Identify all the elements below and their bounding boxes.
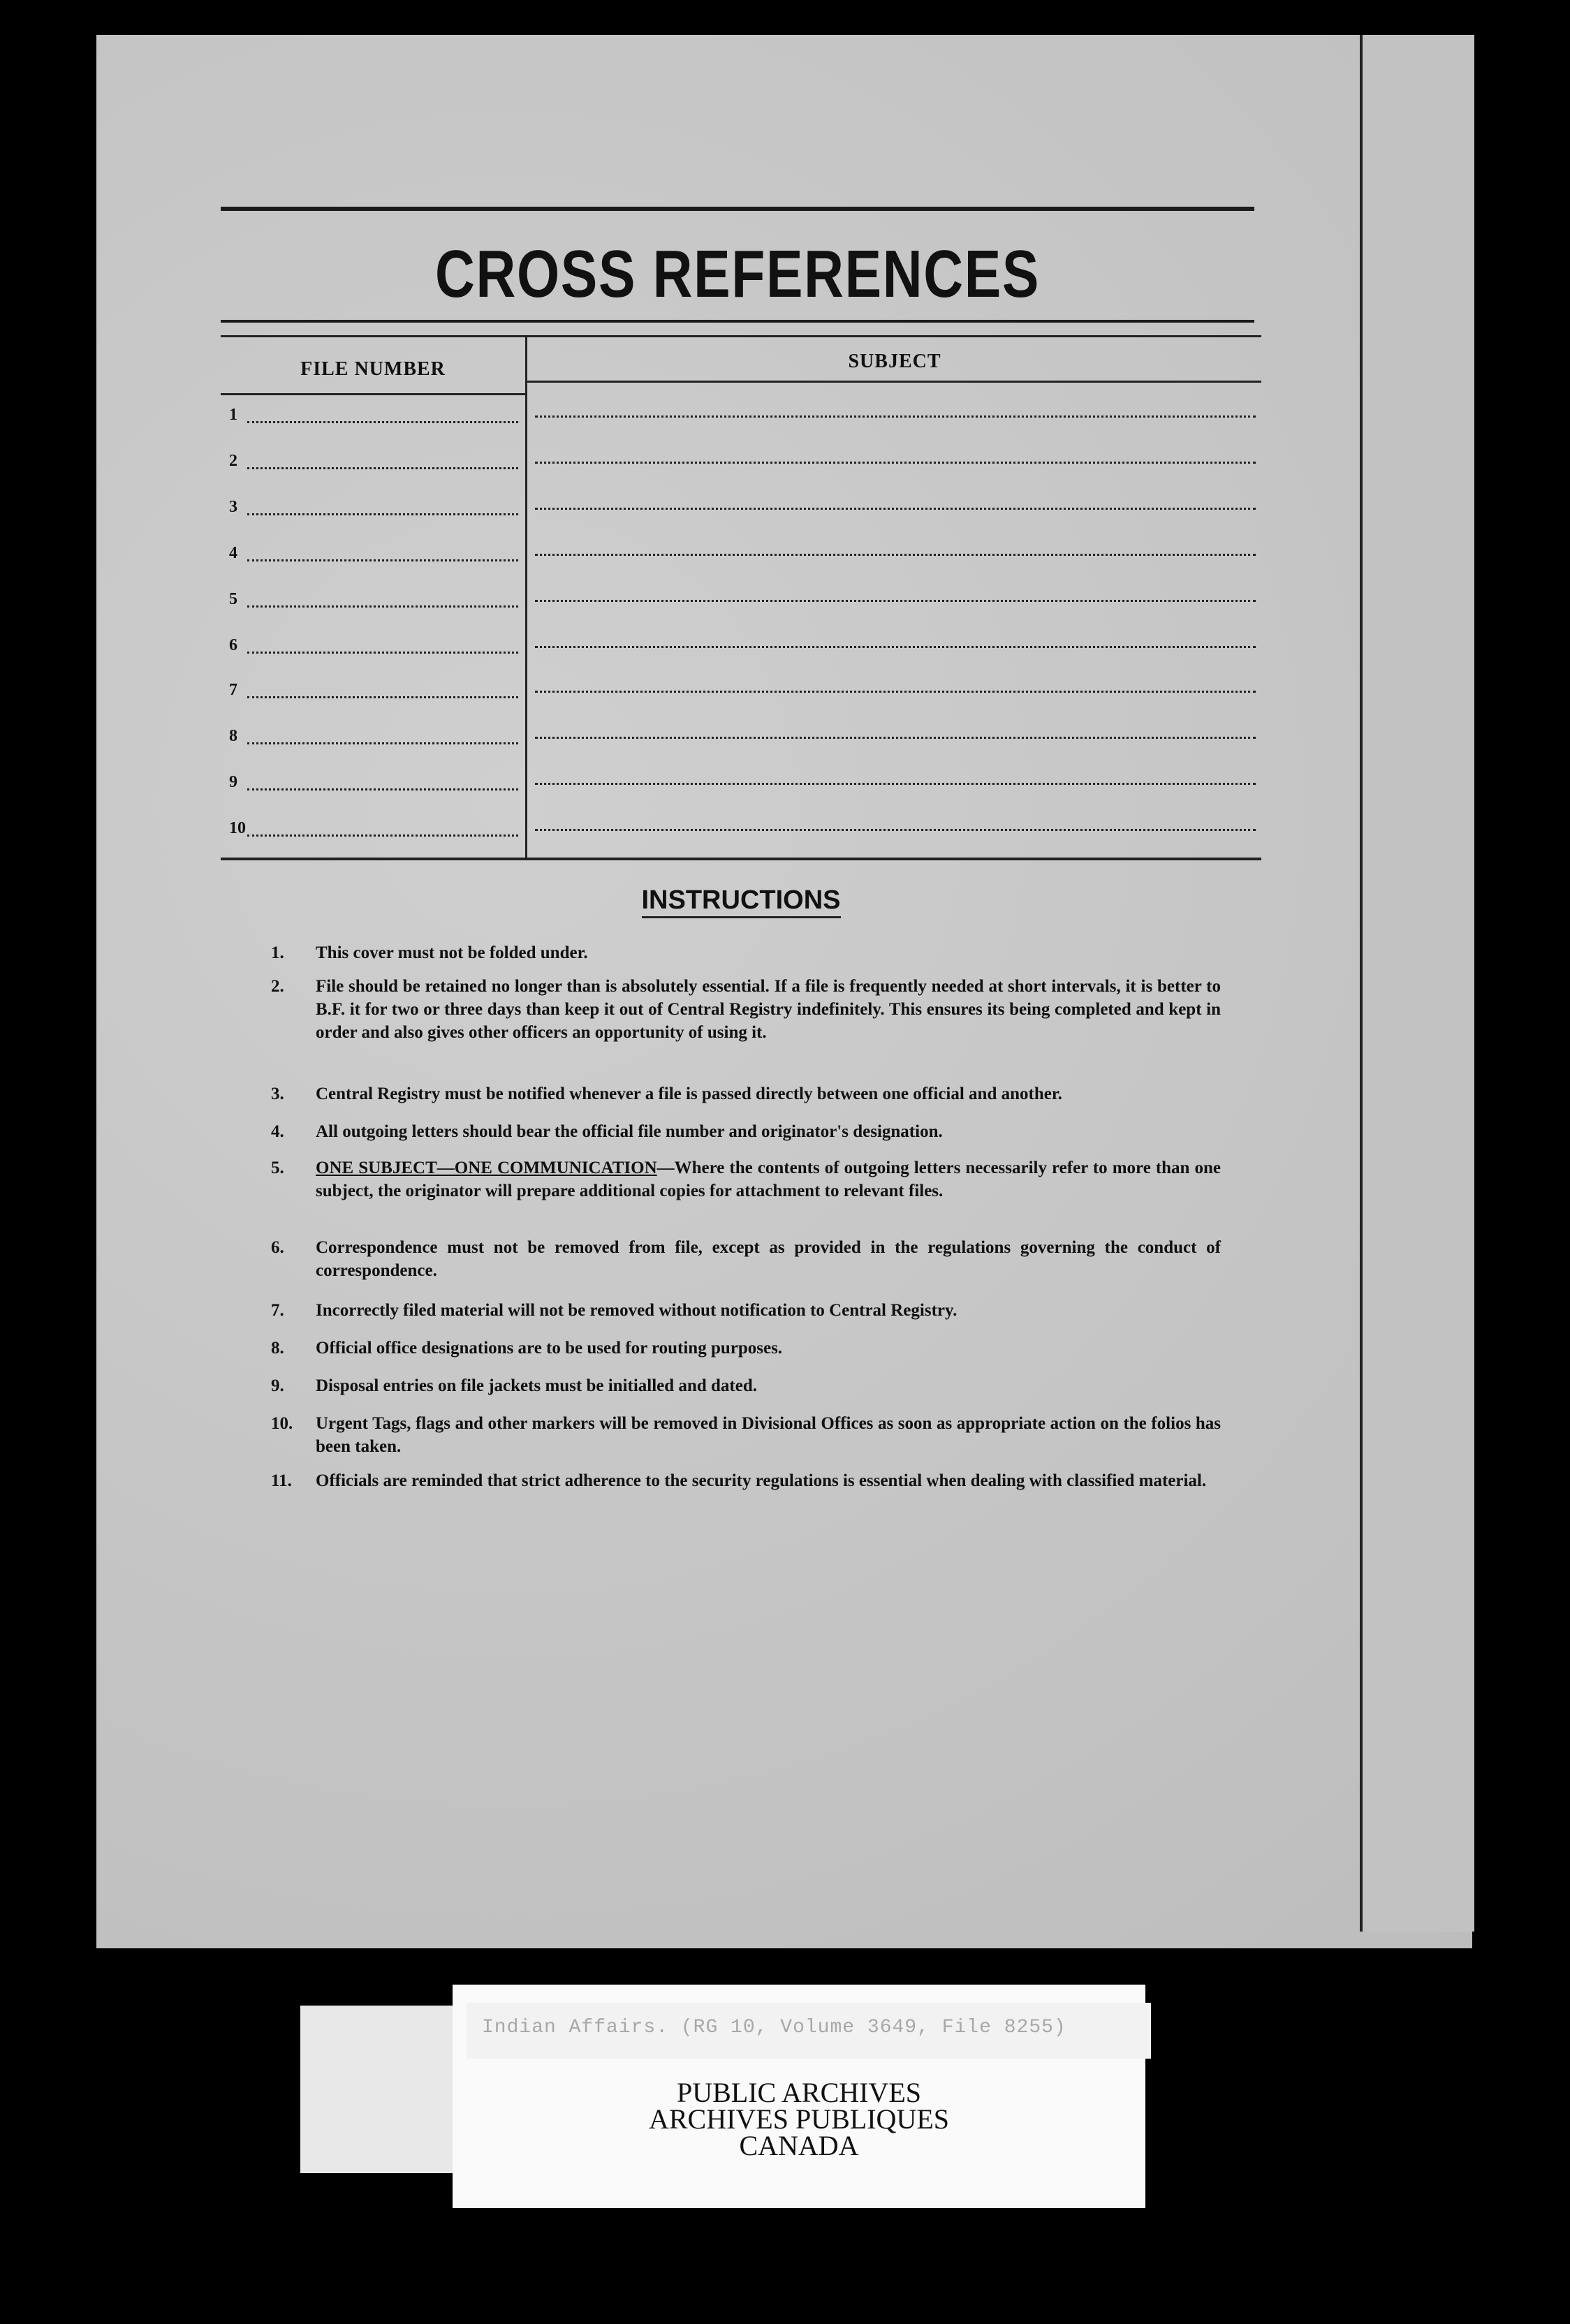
instruction-number: 5. xyxy=(271,1159,284,1177)
instruction-number: 11. xyxy=(271,1471,292,1490)
row-number: 5 xyxy=(229,590,237,608)
instructions-heading: INSTRUCTIONS xyxy=(221,885,1261,915)
file-number-line xyxy=(247,559,518,561)
table-row xyxy=(221,399,1261,427)
instruction-text: Central Registry must be notified whenever a file is passed directly between one official and another. xyxy=(316,1084,1062,1103)
file-number-line xyxy=(247,696,518,698)
instruction-number: 4. xyxy=(271,1122,284,1141)
row-number: 9 xyxy=(229,773,237,791)
row-number: 1 xyxy=(229,406,237,424)
sheet-edge-band xyxy=(1360,35,1474,1932)
instruction-text: Disposal entries on file jackets must be initialled and dated. xyxy=(316,1376,757,1395)
one-subject-emphasis: ONE SUBJECT—ONE COMMUNICATION xyxy=(316,1159,657,1177)
instruction-number: 2. xyxy=(271,977,284,996)
instruction-text: This cover must not be folded under. xyxy=(316,943,588,962)
subject-line xyxy=(535,462,1256,464)
subject-line xyxy=(535,737,1256,739)
instruction-number: 8. xyxy=(271,1339,284,1358)
subject-line xyxy=(535,783,1256,785)
file-number-line xyxy=(247,788,518,790)
table-row xyxy=(221,584,1261,612)
instruction-number: 10. xyxy=(271,1414,293,1433)
row-number: 8 xyxy=(229,727,237,745)
row-number: 7 xyxy=(229,681,237,699)
instruction-text: Officials are reminded that strict adherence to the security regulations is essential when dealing with classified material. xyxy=(316,1471,1207,1490)
archive-line-2: ARCHIVES PUBLIQUES xyxy=(648,2103,950,2135)
table-row xyxy=(221,813,1261,841)
table-row xyxy=(221,675,1261,703)
instruction-text xyxy=(316,1156,1221,1203)
archive-line-3: CANADA xyxy=(739,2130,859,2161)
subject-line xyxy=(535,829,1256,831)
table-row xyxy=(221,492,1261,520)
subject-line xyxy=(535,554,1256,556)
row-number: 2 xyxy=(229,452,237,470)
file-number-line xyxy=(247,513,518,515)
instruction-text-rest: —Where the contents of outgoing letters necessarily refer to more than one subject, the originator will prepare additional copies for attachment to relevant files. xyxy=(316,1159,1221,1200)
title-rule-top xyxy=(221,207,1254,211)
table-row xyxy=(221,721,1261,749)
file-number-line xyxy=(247,467,518,469)
file-number-line xyxy=(247,834,518,837)
subject-line xyxy=(535,600,1256,602)
form-title: CROSS REFERENCES xyxy=(434,237,1041,311)
file-number-line xyxy=(247,605,518,608)
instruction-number: 6. xyxy=(271,1238,284,1257)
table-row xyxy=(221,767,1261,795)
instruction-number: 9. xyxy=(271,1376,284,1395)
subject-header-rule xyxy=(527,381,1261,383)
instruction-text: Official office designations are to be used for routing purposes. xyxy=(316,1339,783,1358)
instruction-text: File should be retained no longer than is absolutely essential. If a file is frequently needed at short intervals, it is better to B.F. it for two or three days than keep it out of Central Registry indefinitely. This ensures its being completed and kept in order and also gives other officers an opportunity of using it. xyxy=(316,977,1221,1042)
row-number: 10 xyxy=(229,819,246,837)
table-row xyxy=(221,630,1261,658)
file-number-header: FILE NUMBER xyxy=(300,358,446,380)
table-bottom-rule xyxy=(221,858,1261,860)
file-number-line xyxy=(247,742,518,744)
row-number: 4 xyxy=(229,544,237,562)
instruction-text: Correspondence must not be removed from file, except as provided in the regulations governing the conduct of correspondence. xyxy=(316,1238,1221,1280)
instruction-number: 7. xyxy=(271,1301,284,1320)
row-number: 6 xyxy=(229,636,237,654)
subject-header: SUBJECT xyxy=(848,351,941,372)
archive-line-1: PUBLIC ARCHIVES xyxy=(676,2077,922,2108)
file-number-line xyxy=(247,421,518,423)
subject-line xyxy=(535,646,1256,648)
file-number-header-rule xyxy=(221,393,525,395)
subject-line xyxy=(535,415,1256,418)
instruction-text: Incorrectly filed material will not be removed without notification to Central Registry. xyxy=(316,1301,958,1320)
table-row xyxy=(221,538,1261,566)
row-number: 3 xyxy=(229,498,237,516)
subject-line xyxy=(535,691,1256,693)
file-number-line xyxy=(247,652,518,654)
cross-reference-table xyxy=(221,335,1261,862)
subject-line xyxy=(535,508,1256,510)
table-top-rule xyxy=(221,335,1261,337)
instruction-text: Urgent Tags, flags and other markers will be removed in Divisional Offices as soon as appropriate action on the folios has been taken. xyxy=(316,1414,1221,1456)
instruction-number: 1. xyxy=(271,943,284,962)
instruction-number: 3. xyxy=(271,1084,284,1103)
instruction-text: All outgoing letters should bear the official file number and originator's designation. xyxy=(316,1122,943,1141)
title-rule-bottom xyxy=(221,320,1254,323)
archive-reference: Indian Affairs. (RG 10, Volume 3649, File 8255) xyxy=(482,2017,1066,2038)
archive-stamp xyxy=(453,2077,1145,2161)
table-row xyxy=(221,446,1261,473)
